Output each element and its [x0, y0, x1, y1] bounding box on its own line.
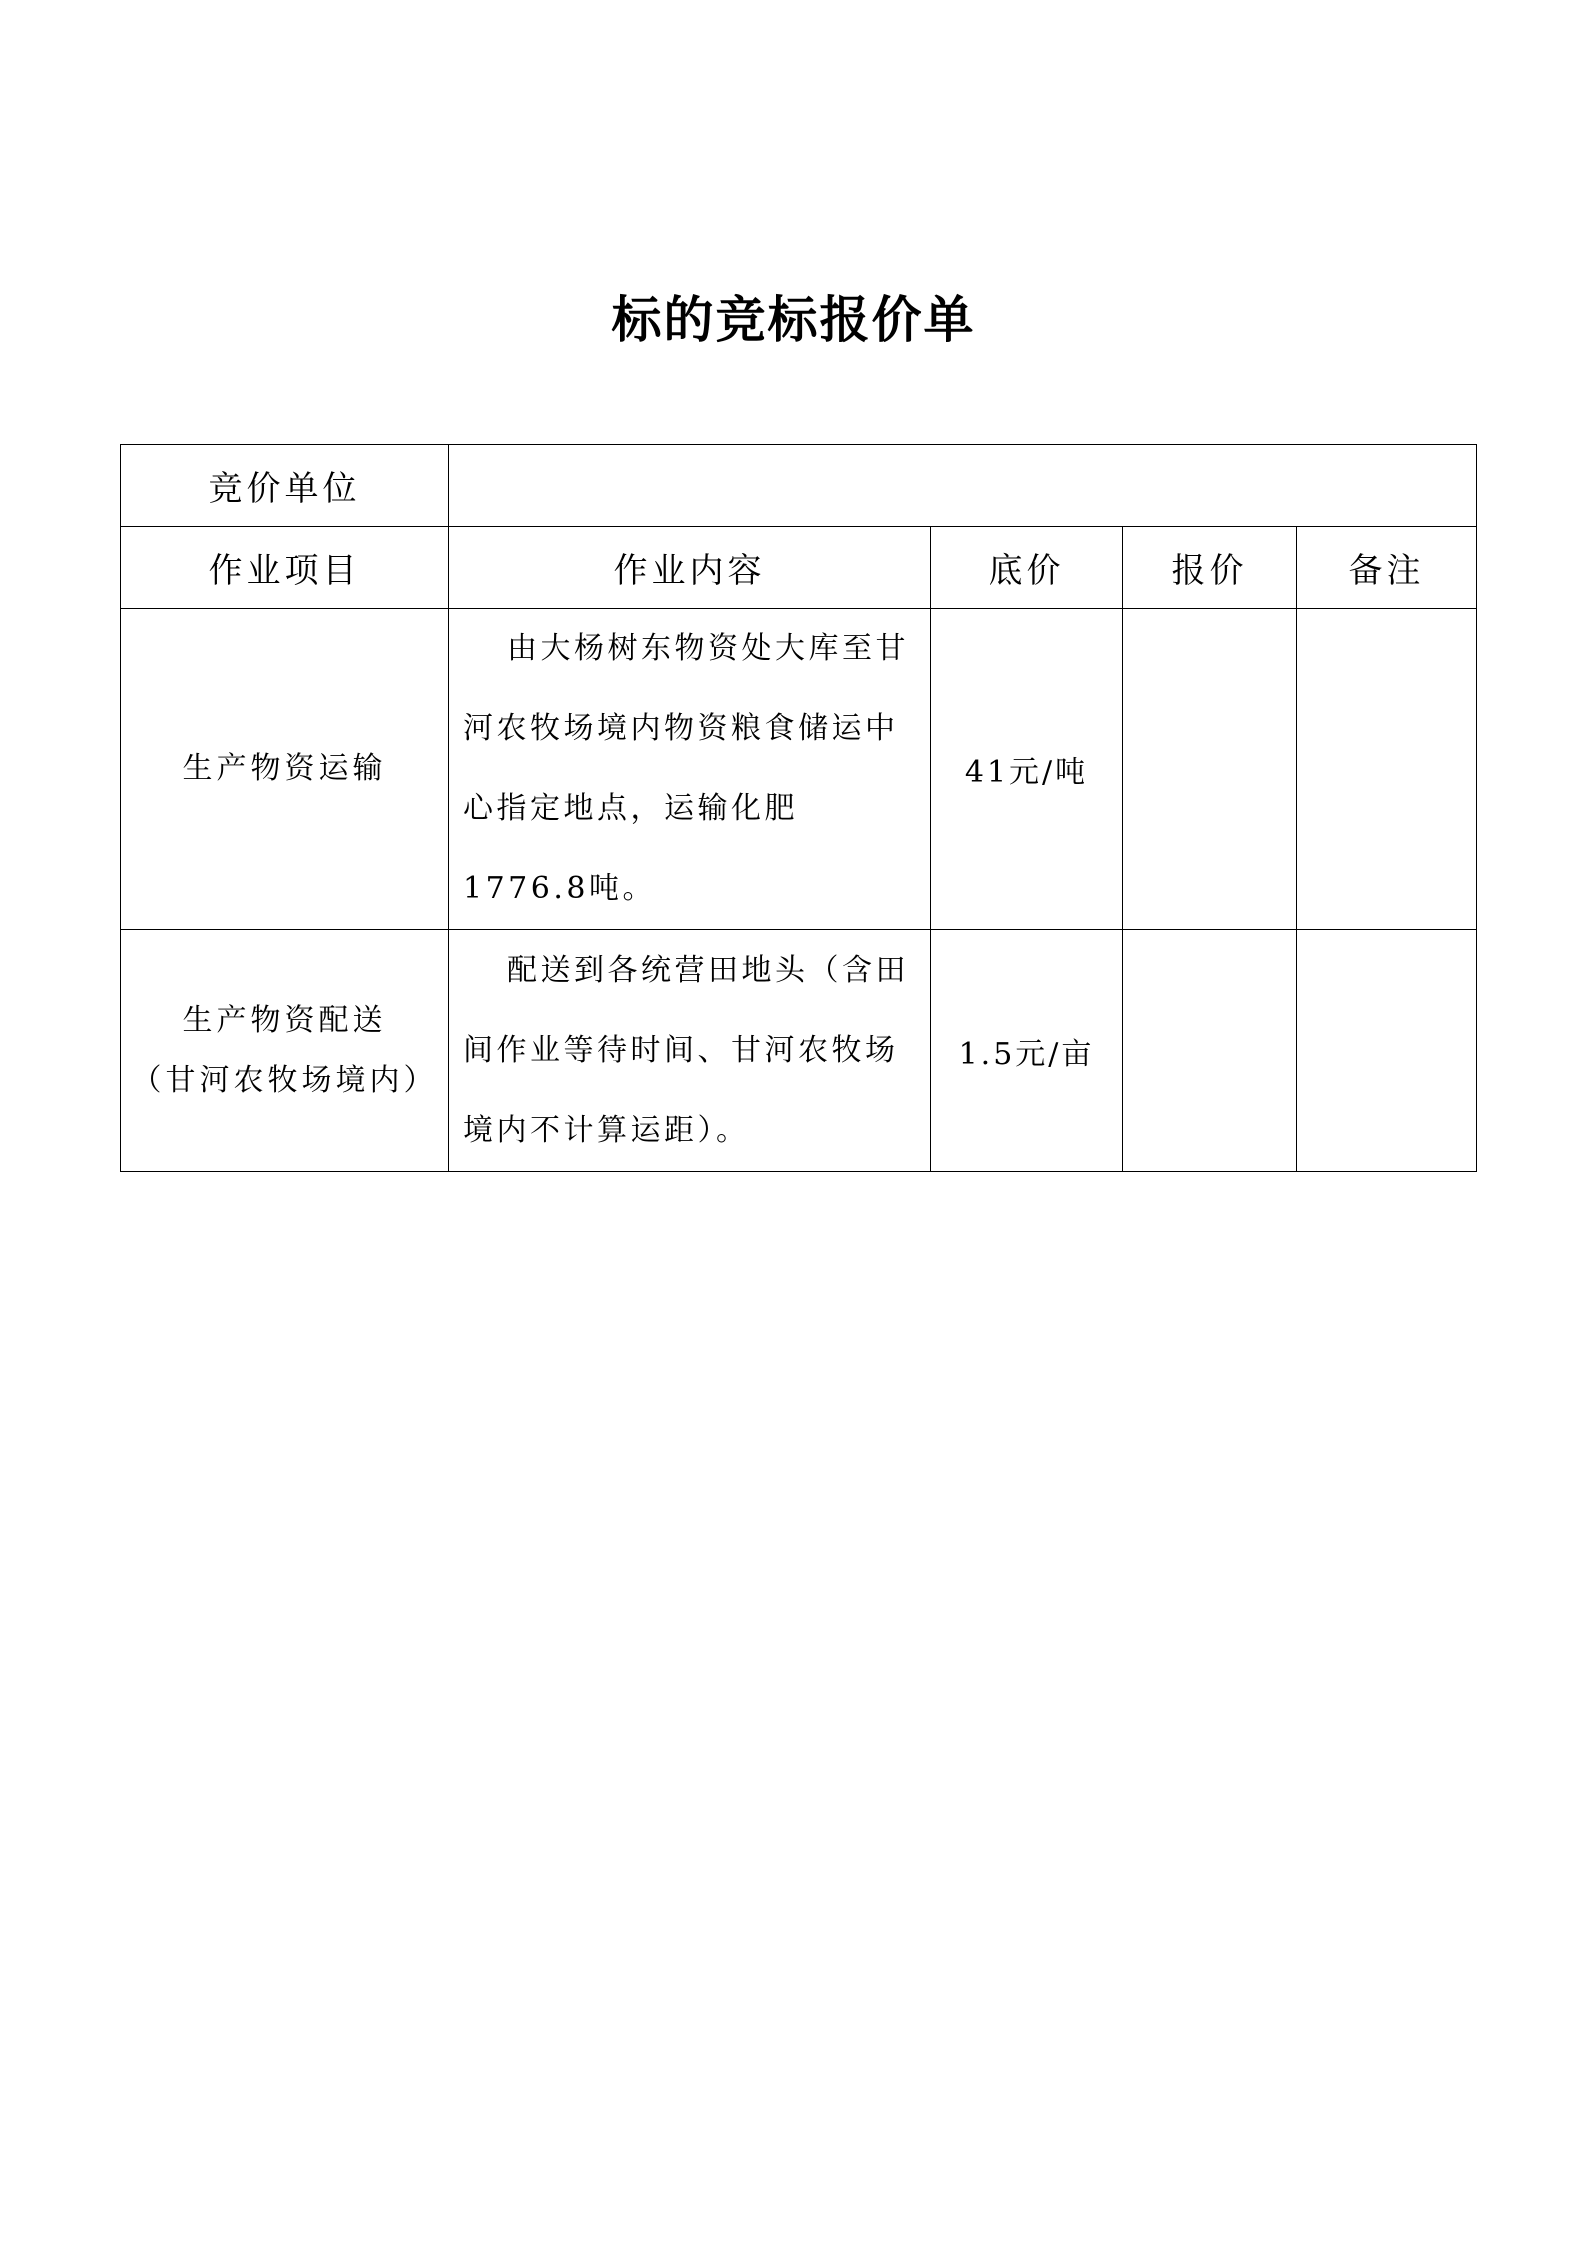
- item-cell: [121, 930, 449, 1172]
- table-row: [121, 609, 1477, 930]
- item-content: 由大杨树东物资处大库至甘河农牧场境内物资粮食储运中心指定地点，运输化肥1776.8吨。: [463, 631, 909, 906]
- content-cell: [449, 930, 931, 1172]
- bidder-value-cell: [449, 445, 1477, 527]
- content-cell: [449, 609, 931, 930]
- bidder-label: 竞价单位: [121, 445, 449, 527]
- base-price-cell: [931, 930, 1123, 1172]
- header-row: [121, 527, 1477, 609]
- item-name: 生产物资配送: [182, 1002, 387, 1038]
- quote-cell: [1123, 609, 1297, 930]
- table-row: [121, 930, 1477, 1172]
- quote-cell: [1123, 930, 1297, 1172]
- remark-cell: [1297, 609, 1477, 930]
- item-scope: （甘河农牧场境内）: [131, 1062, 438, 1098]
- header-remark: 备注: [1297, 527, 1477, 609]
- header-content: 作业内容: [449, 527, 931, 609]
- item-name: 生产物资运输: [182, 751, 387, 786]
- header-quote: 报价: [1123, 527, 1297, 609]
- item-cell: [121, 609, 449, 930]
- base-price-cell: [931, 609, 1123, 930]
- header-base-price: 底价: [931, 527, 1123, 609]
- quotation-table: [120, 444, 1477, 1172]
- remark-cell: [1297, 930, 1477, 1172]
- base-price: 41元/吨: [964, 755, 1089, 790]
- document-title: 标的竞标报价单: [611, 291, 976, 349]
- header-item: 作业项目: [121, 527, 449, 609]
- item-content: 配送到各统营田地头（含田间作业等待时间、甘河农牧场境内不计算运距）。: [463, 952, 909, 1148]
- bidder-row: [121, 445, 1477, 527]
- base-price: 1.5元/亩: [958, 1036, 1095, 1072]
